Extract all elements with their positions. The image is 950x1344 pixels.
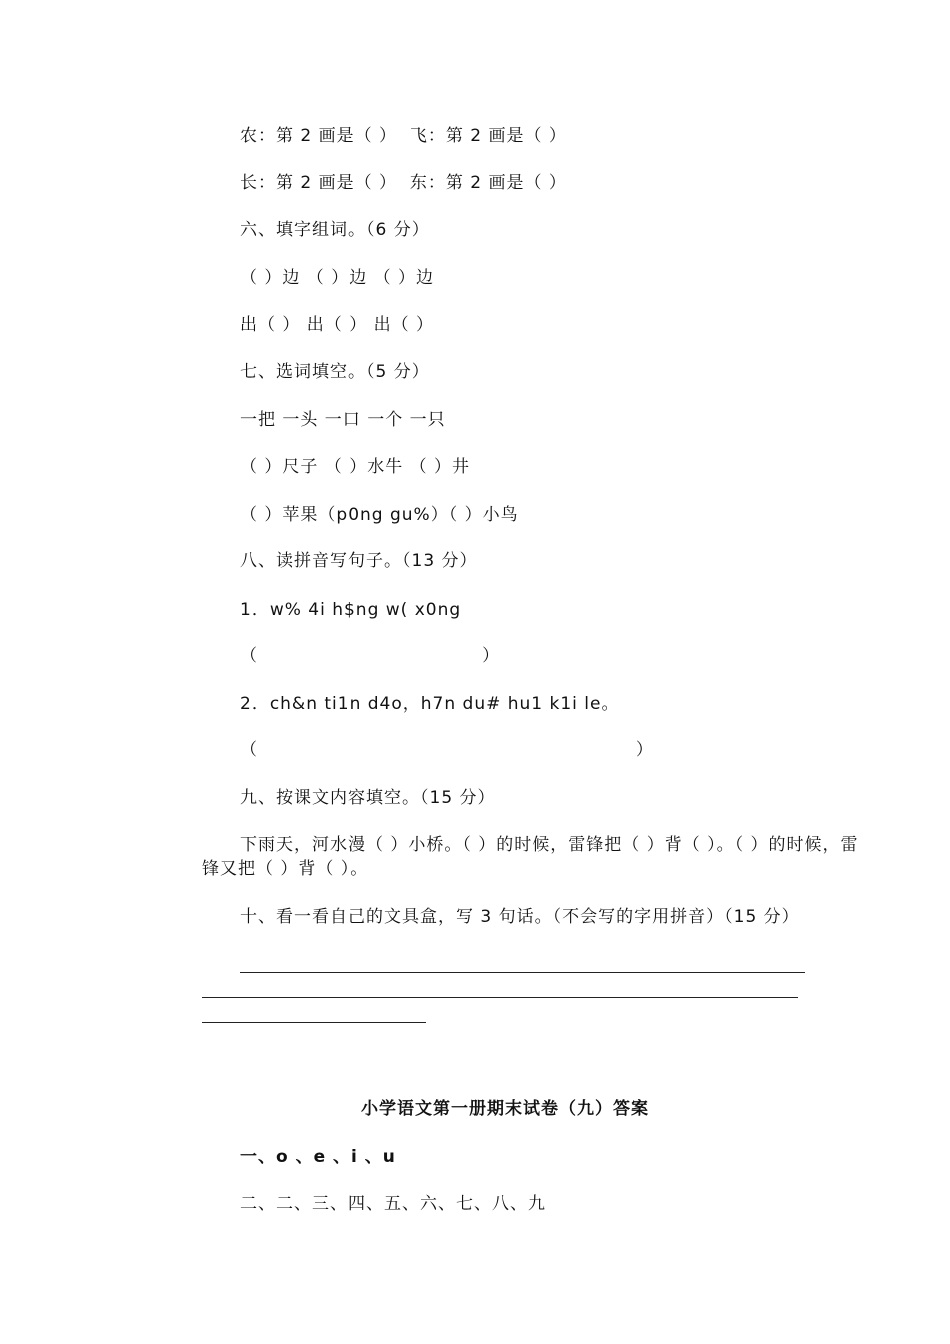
question-line: 长：第 2 画是（ ） 东：第 2 画是（ ） bbox=[240, 173, 567, 193]
section-heading: 十、看一看自己的文具盒，写 3 句话。（不会写的字用拼音）（15 分） bbox=[240, 907, 800, 927]
writing-line bbox=[240, 972, 805, 973]
question-line: 出（ ） 出（ ） 出（ ） bbox=[240, 315, 435, 335]
pinyin-question: 2．ch&n ti1n d4o，h7n du# hu1 k1i le。 bbox=[240, 694, 620, 714]
question-line: （ ）苹果（p0ng gu%）（ ）小鸟 bbox=[240, 505, 519, 525]
question-line: （ ）边 （ ）边 （ ）边 bbox=[240, 268, 435, 288]
section-heading: 六、填字组词。（6 分） bbox=[240, 220, 430, 240]
answer-line: 一、o 、e 、i 、u bbox=[240, 1147, 396, 1167]
section-heading: 八、读拼音写句子。（13 分） bbox=[240, 551, 478, 571]
question-line: （ ）尺子 （ ）水牛 （ ）井 bbox=[240, 457, 471, 477]
section-heading: 七、选词填空。（5 分） bbox=[240, 362, 430, 382]
word-options: 一把 一头 一口 一个 一只 bbox=[240, 410, 446, 430]
answer-line: 二、二、三、四、五、六、七、八、九 bbox=[240, 1194, 546, 1214]
question-line: 农：第 2 画是（ ） 飞：第 2 画是（ ） bbox=[240, 126, 567, 146]
paragraph-line: 下雨天，河水漫（ ）小桥。（ ）的时候，雷锋把（ ）背（ ）。（ ）的时候，雷 bbox=[240, 835, 859, 855]
paragraph-line: 锋又把（ ）背（ ）。 bbox=[202, 859, 369, 879]
answer-blank: （ ） bbox=[240, 740, 654, 760]
writing-line bbox=[202, 997, 798, 998]
answer-blank: （ ） bbox=[240, 646, 501, 666]
section-heading: 九、按课文内容填空。（15 分） bbox=[240, 788, 496, 808]
writing-line bbox=[202, 1022, 426, 1023]
answer-key-title: 小学语文第一册期末试卷（九）答案 bbox=[361, 1099, 649, 1119]
pinyin-question: 1．w% 4i h$ng w( x0ng bbox=[240, 600, 462, 620]
